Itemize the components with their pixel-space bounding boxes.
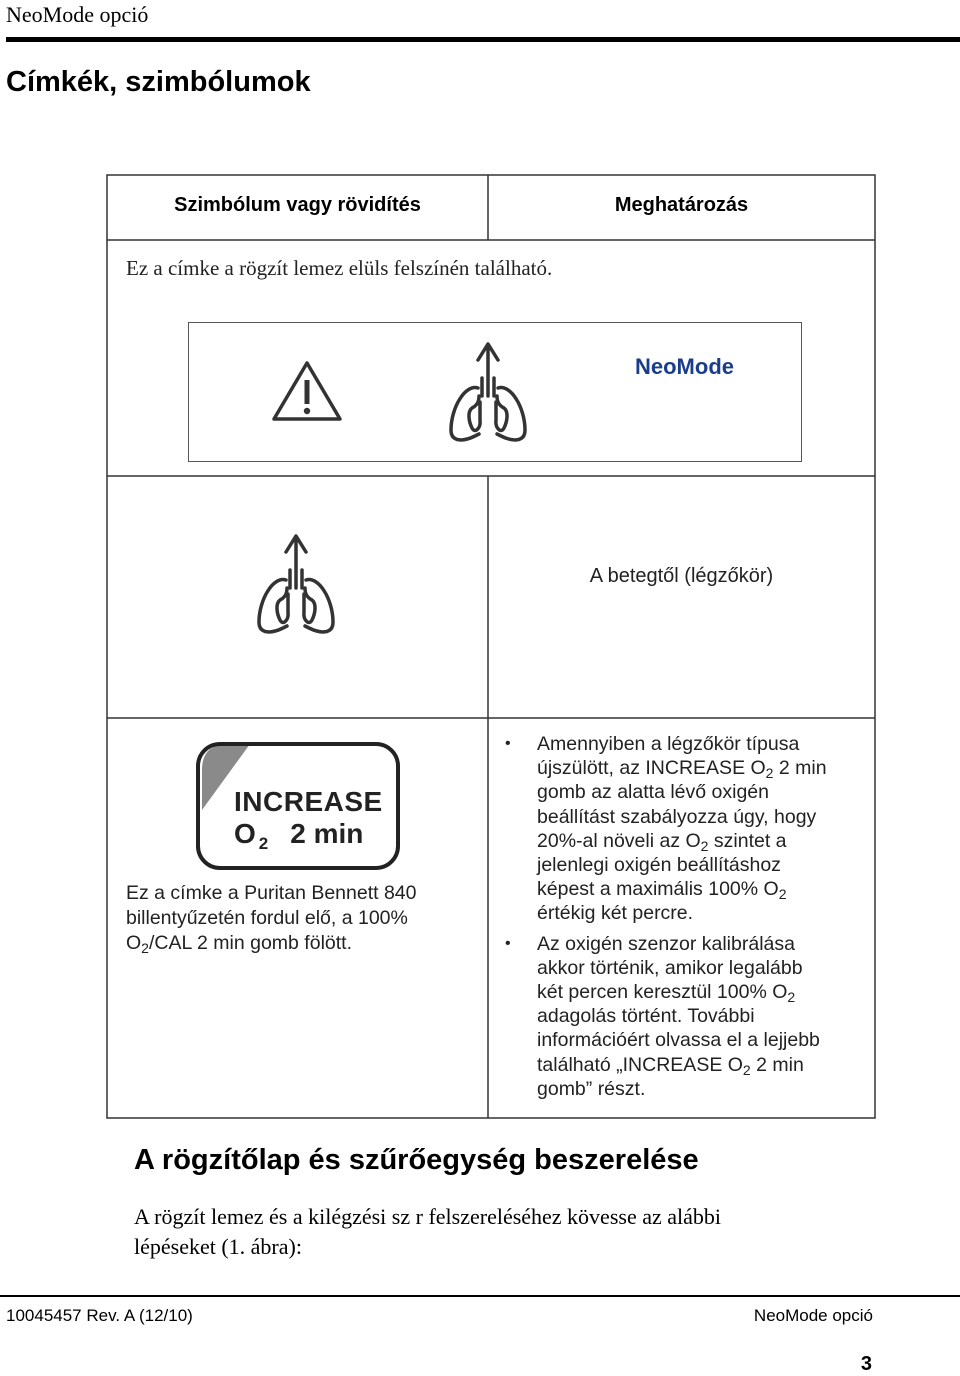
bullet-item	[505, 932, 865, 1101]
footer-rule	[0, 1295, 960, 1297]
bullet-line: • Amennyiben a légzőkör típusa	[537, 733, 800, 755]
oxygen-o: O	[234, 818, 256, 849]
bullet-line: akkor történik, amikor legalább	[537, 956, 803, 979]
increase-label-line2	[234, 818, 363, 854]
oxygen-subscript: 2	[258, 834, 269, 853]
section-title: Címkék, szimbólumok	[6, 66, 311, 98]
bullet-line: adagolás történt. További	[537, 1005, 755, 1028]
row3-definition-bullets	[505, 732, 865, 1107]
row3-caption-line: billentyűzetén fordul elő, a 100%	[126, 907, 408, 929]
caption-text: /CAL 2 min gomb fölött.	[148, 932, 353, 954]
header-title: NeoMode opció	[6, 2, 149, 27]
bullet-line: 20%-al növeli az $O_2$ szintet a	[537, 829, 787, 854]
bullet-line: újszülött, az INCREASE $O_2$ 2 min	[537, 757, 827, 782]
bullet-item	[505, 732, 865, 926]
page-number: 3	[860, 1353, 872, 1375]
bullet-line: két percen keresztül 100% $O_2$	[537, 981, 796, 1006]
lungs-from-patient-icon	[253, 530, 339, 638]
bullet-line: képest a maximális 100% $O_2$	[537, 878, 787, 903]
column-header-definition: Meghatározás	[614, 194, 749, 216]
footer-doc-id: 10045457 Rev. A (12/10)	[6, 1306, 193, 1325]
bullet-line: gomb az alatta lévő oxigén	[537, 781, 769, 804]
neomode-brand-text: NeoMode	[635, 354, 734, 379]
row3-caption-line: Ez a címke a Puritan Bennett 840	[126, 882, 417, 904]
section2-title: A rögzítőlap és szűrőegység beszerelése	[134, 1144, 699, 1176]
column-header-symbol: Szimbólum vagy rövidítés	[174, 194, 421, 216]
bullet-line: beállítást szabályozza úgy, hogy	[537, 805, 817, 828]
increase-label-line1: INCREASE	[234, 786, 383, 817]
row3-caption-line	[126, 931, 476, 961]
lungs-from-patient-icon	[445, 338, 531, 446]
section2-body	[134, 1202, 824, 1262]
row1-description: Ez a címke a rögzít lemez elüls felszínén található.	[126, 256, 553, 280]
row3-caption	[126, 881, 476, 961]
bullet-line: információért olvassa el a lejjebb	[537, 1029, 820, 1052]
bullet-line: található „INCREASE $O_2$ 2 min	[537, 1053, 804, 1078]
caption-text: O	[126, 932, 142, 954]
warning-triangle-icon	[270, 358, 344, 424]
body-line: lépéseket (1. ábra):	[134, 1234, 302, 1259]
increase-time: 2 min	[290, 818, 364, 849]
bullet-line: jelenlegi oxigén beállításhoz	[537, 854, 781, 877]
footer-product: NeoMode opció	[753, 1306, 873, 1325]
row2-definition: A betegtől (légzőkör)	[589, 565, 774, 587]
bullet-line: • Az oxigén szenzor kalibrálása	[537, 932, 795, 955]
caption-subscript: 2	[141, 940, 149, 956]
bullet-line: gomb” részt.	[537, 1077, 646, 1100]
bullet-line: értékig két percre.	[537, 902, 694, 925]
body-line: A rögzít lemez és a kilégzési sz r felszereléséhez kövesse az alábbi	[134, 1204, 721, 1229]
